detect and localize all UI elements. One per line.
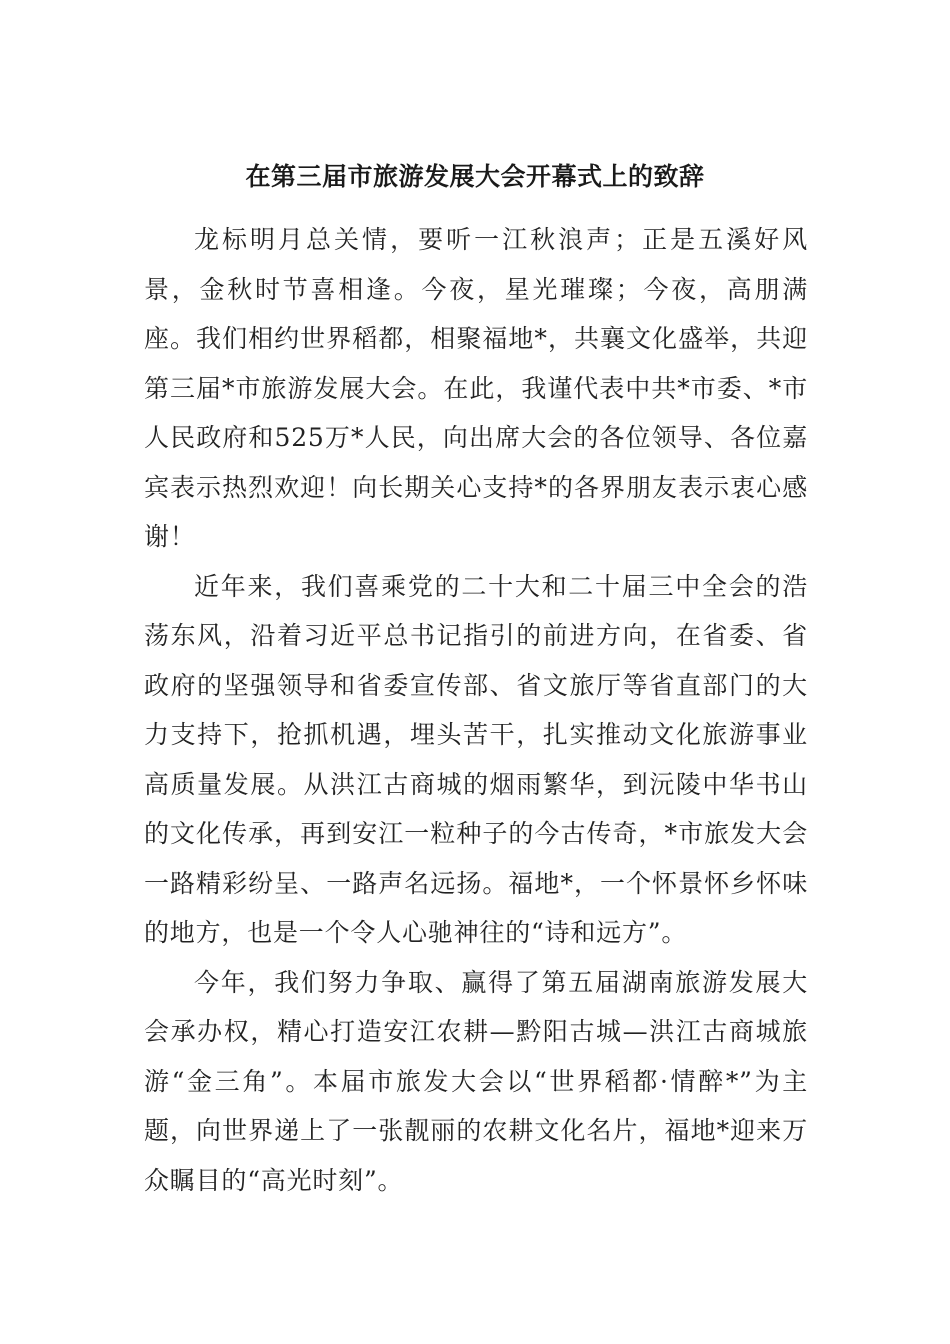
document-body (144, 215, 808, 1205)
paragraph-1: 龙标明月总关情，要听一江秋浪声；正是五溪好风景，金秋时节喜相逢。今夜，星光璀璨；今夜，高朋满座。我们相约世界稻都，相聚福地*，共襄文化盛举，共迎第三届*市旅游发展大会。在此，我谨代表中共*市委、*市人民政府和525万*人民，向出席大会的各位领导、各位嘉宾表示热烈欢迎！向长期关心支持*的各界朋友表示衷心感谢！ (144, 225, 808, 551)
document-title: 在第三届市旅游发展大会开幕式上的致辞 (245, 162, 705, 191)
paragraph-3: 今年，我们努力争取、赢得了第五届湖南旅游发展大会承办权，精心打造安江农耕—黔阳古城—洪江古商城旅游“金三角”。本届市旅发大会以“世界稻都·情醉*”为主题，向世界递上了一张靓丽的农耕文化名片，福地*迎来万众瞩目的“高光时刻”。 (144, 967, 808, 1195)
paragraph-2: 近年来，我们喜乘党的二十大和二十届三中全会的浩荡东风，沿着习近平总书记指引的前进方向，在省委、省政府的坚强领导和省委宣传部、省文旅厅等省直部门的大力支持下，抢抓机遇，埋头苦干，扎实推动文化旅游事业高质量发展。从洪江古商城的烟雨繁华，到沅陵中华书山的文化传承，再到安江一粒种子的今古传奇，*市旅发大会一路精彩纷呈、一路声名远扬。福地*，一个怀景怀乡怀味的地方，也是一个令人心驰神往的“诗和远方”。 (144, 571, 808, 947)
